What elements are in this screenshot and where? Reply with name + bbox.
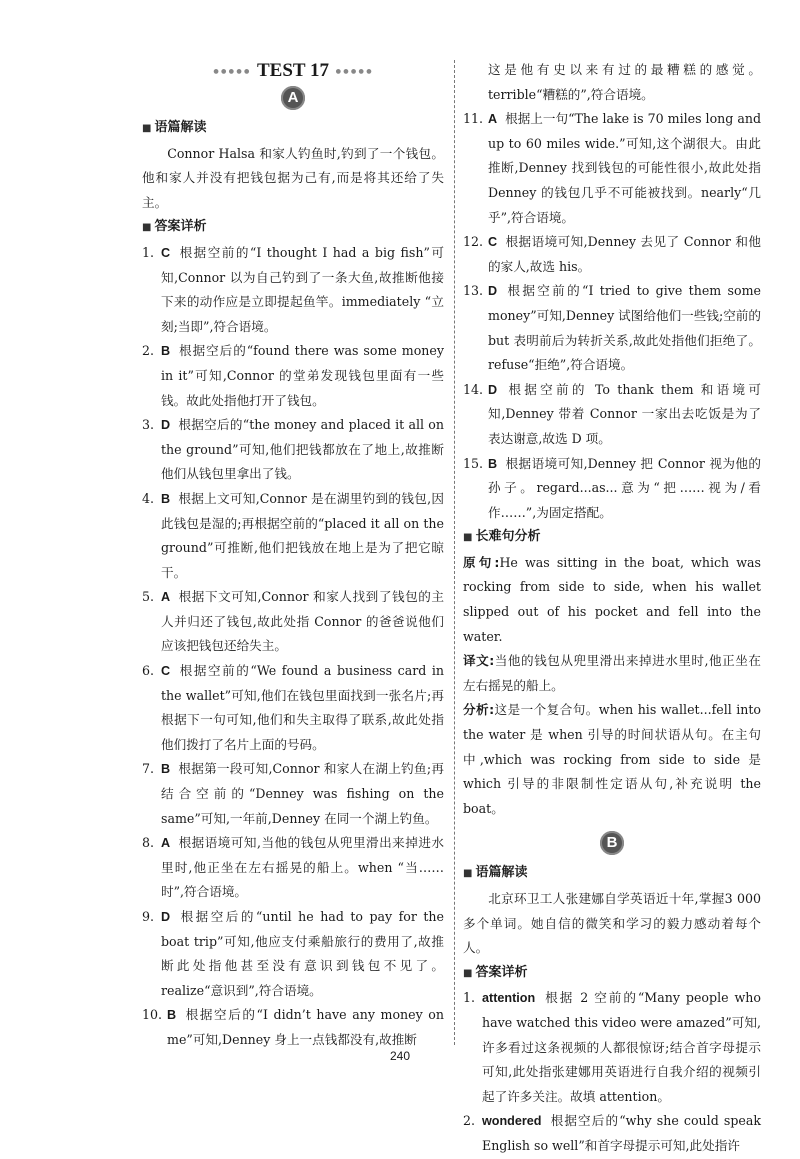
answer-item-13 xyxy=(463,279,761,377)
answer-letter: A xyxy=(488,112,498,127)
section-b-badge-wrap xyxy=(463,829,761,861)
answer-text: 根据空后的“why she could speak English so well”和首字母提示可知,此处指许 xyxy=(482,1113,761,1153)
answer-item-10 xyxy=(142,1003,444,1052)
answer-text: 根据空后的“until he had to pay for the boat trip”可知,他应支付乘船旅行的费用了,故推断此处指他甚至没有意识到钱包不见了。realize“意识到”,符合语境。 xyxy=(161,909,444,998)
answer-text: 根据语境可知,Denney 去见了 Connor 和他的家人,故选 his。 xyxy=(488,234,761,274)
answer-num: 10. xyxy=(142,1007,163,1023)
long-sentence-head-label: 长难句分析 xyxy=(475,529,541,545)
section-marker-icon: ■ xyxy=(463,532,473,544)
title-text: TEST 17 xyxy=(257,60,329,81)
section-b-answers-head-label: 答案详析 xyxy=(475,964,528,980)
section-a-reading-head xyxy=(142,116,444,142)
answer-item-15 xyxy=(463,452,761,526)
answer-text: 根据语境可知,当他的钱包从兜里滑出来掉进水里时,他正坐在左右摇晃的船上。when “当……时”,符合语境。 xyxy=(161,835,444,900)
answer-letter: D xyxy=(161,910,171,924)
section-b-badge: B xyxy=(600,831,624,855)
answer-num: 5. xyxy=(142,589,155,605)
answer-num: 3. xyxy=(142,417,155,433)
answer-item-9 xyxy=(142,905,444,1003)
page-title xyxy=(142,58,444,84)
title-dots-left: ●●●●● xyxy=(212,65,251,78)
section-marker-icon: ■ xyxy=(142,123,152,134)
answer-item-14 xyxy=(463,378,761,452)
answer-letter: C xyxy=(488,235,498,250)
section-a-answers-head xyxy=(142,215,444,241)
translation xyxy=(463,649,761,698)
answer-letter: D xyxy=(488,284,498,299)
answer-text: 根据下文可知,Connor 和家人找到了钱包的主人并归还了钱包,故此处指 Connor 的爸爸说他们应该把钱包还给失主。 xyxy=(161,589,444,654)
analysis-label: 分析: xyxy=(463,702,495,718)
answer-letter: B xyxy=(161,344,171,359)
left-column xyxy=(142,58,444,1053)
answer-num: 9. xyxy=(142,909,155,924)
answer-num: 1. xyxy=(463,990,476,1006)
answer-item-4 xyxy=(142,487,444,585)
answer-item-6 xyxy=(142,659,444,757)
answer-num: 15. xyxy=(463,455,484,471)
answer-letter: B xyxy=(161,491,171,506)
section-a-badge-wrap xyxy=(142,84,444,116)
answer-num: 4. xyxy=(142,490,155,506)
answer-item-2 xyxy=(142,339,444,413)
section-a-badge: A xyxy=(281,86,305,110)
answer-letter: A xyxy=(161,590,171,605)
translation-label: 译文: xyxy=(463,653,495,669)
section-a-reading-head-label: 语篇解读 xyxy=(154,120,207,135)
analysis-text: 这是一个复合句。when his wallet...fell into the water 是 when 引导的时间状语从句。在主句中,which was rocking from side to side 是 which 引导的非限制性定语从句,补充说明 the boat。 xyxy=(463,702,761,816)
answer-text: 根据上一句“The lake is 70 miles long and up to 60 miles wide.”可知,这个湖很大。由此推断,Denney 找到钱包的可能性很小,故此处指 Denney 的钱包几乎不可能被找到。nearly“几乎”,符合语境。 xyxy=(488,111,762,225)
translation-text: 当他的钱包从兜里滑出来掉进水里时,他正坐在左右摇晃的船上。 xyxy=(463,653,761,693)
answer-num: 12. xyxy=(463,234,484,250)
answer-letter: C xyxy=(161,245,171,260)
title-dots-right: ●●●●● xyxy=(335,65,374,78)
page-number: 240 xyxy=(389,1049,411,1063)
answer-num: 11. xyxy=(463,111,484,127)
answer-text: 根据空后的“found there was some money in it”可知,Connor 的堂弟发现钱包里面有一些钱。故此处指他打开了钱包。 xyxy=(161,343,444,408)
answer-item-1 xyxy=(142,241,444,339)
answer-text: 根据空前的“I thought I had a big fish”可知,Connor 以为自己钓到了一条大鱼,故推断他接下来的动作应是立即提起鱼竿。immediately “立刻;当即”,符合语境。 xyxy=(161,244,444,334)
answer-letter: D xyxy=(488,382,498,397)
answer-num: 2. xyxy=(142,343,155,359)
answer-num: 14. xyxy=(463,381,484,397)
answer-text: 根据空后的“the money and placed it all on the ground”可知,他们把钱都放在了地上,故推断他们从钱包里拿出了钱。 xyxy=(161,417,444,482)
answer-letter: B xyxy=(488,456,498,471)
answer-item-3 xyxy=(142,413,444,487)
original-label: 原句: xyxy=(463,554,500,570)
answer-num: 13. xyxy=(463,283,484,299)
answer-num: 6. xyxy=(142,663,155,679)
section-b-reading-head xyxy=(463,861,761,887)
answer-item-11 xyxy=(463,107,761,230)
original-sentence xyxy=(463,551,761,649)
answer-item-5 xyxy=(142,585,444,659)
spacer xyxy=(463,821,761,829)
answer-letter: C xyxy=(161,664,171,679)
answer-item-8 xyxy=(142,831,444,905)
section-a-answers-head-label: 答案详析 xyxy=(154,219,207,235)
b-answer-item-1 xyxy=(463,986,761,1109)
section-b-reading-head-label: 语篇解读 xyxy=(475,865,528,881)
answer-text: 根据空前的“We found a business card in the wallet”可知,他们在钱包里面找到一张名片;再根据下一句可知,他们和失主取得了联系,故此处指他们拨打了名片上面的号码。 xyxy=(161,663,444,752)
analysis xyxy=(463,698,761,821)
answer-letter: D xyxy=(161,418,171,433)
section-a-reading-text: Connor Halsa 和家人钓鱼时,钓到了一个钱包。他和家人并没有把钱包据为己有,而是将其还给了失主。 xyxy=(142,145,444,210)
answer-word: wondered xyxy=(482,1114,542,1129)
answer-item-12 xyxy=(463,230,761,279)
answer-text: 根据上文可知,Connor 是在湖里钓到的钱包,因此钱包是湿的;再根据空前的“placed it all on the ground”可推断,他们把钱放在地上是为了把它晾干。 xyxy=(161,490,444,580)
answer-text: 根据 2 空前的“Many people who have watched this video were amazed”可知,许多看过这条视频的人都很惊讶;结合首字母提示可知,此处指张建娜用英语进行自我介绍的视频引起了许多关注。故填 attention。 xyxy=(482,990,761,1104)
answer-num: 7. xyxy=(142,761,155,777)
b-answer-item-2 xyxy=(463,1109,761,1158)
section-marker-icon: ■ xyxy=(463,967,473,979)
original-text: He was sitting in the boat, which was rocking from side to side, when his wallet slipped out of his pocket and fell into the water. xyxy=(463,554,761,644)
answer-text: 根据空后的“I didn’t have any money on me”可知,Denney 身上一点钱都没有,故推断 xyxy=(167,1007,444,1047)
section-b-answers-head xyxy=(463,961,761,987)
answer-text: 根据第一段可知,Connor 和家人在湖上钓鱼;再结合空前的“Denney was fishing on the same”可知,一年前,Denney 在同一个湖上钓鱼。 xyxy=(161,761,444,826)
long-sentence-head xyxy=(463,525,761,551)
section-marker-icon: ■ xyxy=(142,222,152,234)
column-divider xyxy=(454,60,455,1045)
answer-text: 根据空前的“I tried to give them some money”可知,Denney 试图给他们一些钱;空前的 but 表明前后为转折关系,故此处指他们拒绝了。refuse“拒绝”,符合语境。 xyxy=(488,283,761,373)
answer-num: 2. xyxy=(463,1113,476,1129)
answer-word: attention xyxy=(482,991,536,1006)
answer-num: 8. xyxy=(142,835,155,851)
answer-text: 根据空前的 To thank them 和语境可知,Denney 带着 Connor 一家出去吃饭是为了表达谢意,故选 D 项。 xyxy=(488,381,761,446)
answer-num: 1. xyxy=(142,244,155,260)
answer-letter: A xyxy=(161,836,171,851)
answer-10-continuation: 这是他有史以来有过的最糟糕的感觉。terrible“糟糕的”,符合语境。 xyxy=(488,62,761,102)
section-marker-icon: ■ xyxy=(463,868,473,880)
section-b-reading-text: 北京环卫工人张建娜自学英语近十年,掌握3 000多个单词。她自信的微笑和学习的毅力感动着每个人。 xyxy=(463,891,761,956)
answer-letter: B xyxy=(161,762,171,777)
answer-letter: B xyxy=(167,1008,177,1023)
right-column xyxy=(463,58,761,1159)
answer-item-7 xyxy=(142,757,444,831)
answer-text: 根据语境可知,Denney 把 Connor 视为他的孙子。regard...as...意为“把……视为/看作……”,为固定搭配。 xyxy=(488,455,761,520)
